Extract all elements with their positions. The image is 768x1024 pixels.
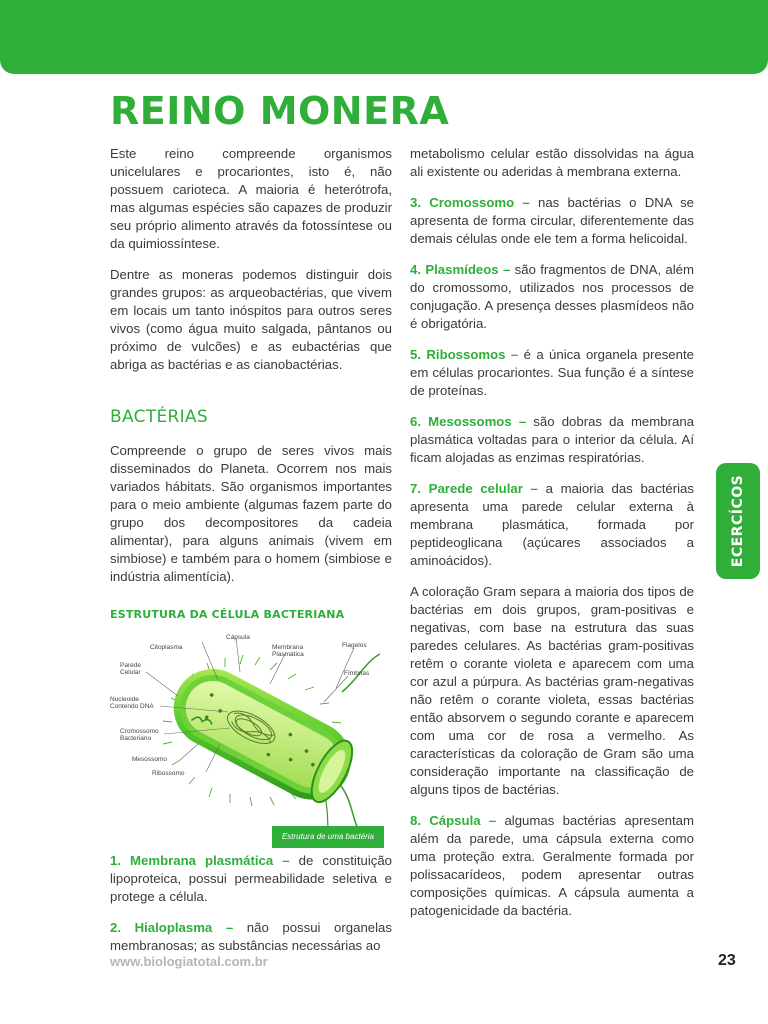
- item-2-continued: metabolismo celular estão dissolvidas na água ali existente ou aderidas à membrana externa.: [410, 146, 694, 179]
- section-heading-estrutura: ESTRUTURA DA CÉLULA BACTERIANA: [110, 608, 345, 621]
- bacteria-diagram: [110, 632, 392, 846]
- page-title: REINO MONERA: [110, 89, 450, 133]
- side-tab-exercicios[interactable]: [716, 463, 760, 579]
- item-4: 4. Plasmídeos – são fragmentos de DNA, além do cromossomo, utilizados nos processos de conjugação. A presença desses plasmídeos não é obrigatória.: [410, 262, 694, 331]
- label-ribossomo: Ribossomo: [152, 770, 185, 777]
- label-membrana: Membrana Plasmática: [272, 644, 304, 658]
- label-mesossomo: Mesossomo: [132, 756, 168, 763]
- label-nucleoide: Nucleoide Contendo DNA: [110, 696, 154, 710]
- intro-paragraph-1: Este reino compreende organismos unicelulares e procariontes, isto é, não possuem carioteca. A maioria é heterótrofa, mas algumas espécies são capazes de produzir seu próprio alimento através da fotossíntese ou da quimiossíntese.: [110, 146, 392, 251]
- gram-paragraph: A coloração Gram separa a maioria dos tipos de bactérias em dois grupos, gram-positivas e negativas, com base na estrutura das suas paredes celulares. As bactérias gram-positivas retêm o corante violeta e aparecem com uma cor azul a púrpura. As bactérias gram-negativas não retêm o corante violeta, essas bactérias então absorvem o segundo corante e aparecem com uma cor de rosa a vermelho. As características da coloração de Gram são uma consideração importante na classificação de alguns tipos de bactérias.: [410, 584, 694, 797]
- item-8: 8. Cápsula – algumas bactérias apresentam além da parede, uma cápsula externa como uma proteção extra. Geralmente formada por polissacarídeos, podem apresentar outras composições químicas. A cápsula aumenta a patogenicidade da bactéria.: [410, 813, 694, 918]
- figure-caption: Estrutura de uma bactéria: [272, 826, 384, 848]
- side-tab-label: ECERCÍCOS: [730, 474, 746, 568]
- label-flagelos: Flagelos: [342, 642, 367, 649]
- item-7: 7. Parede celular – a maioria das bactérias apresenta uma parede celular externa à membrana plasmática, formada por peptideoglicana (açúcares associados a aminoácidos).: [410, 481, 694, 568]
- label-parede: Parede Celular: [120, 662, 141, 676]
- intro-paragraph-2: Dentre as moneras podemos distinguir dois grandes grupos: as arqueobactérias, que vivem em locais um tanto inóspitos para outros seres vivos (como água muito salgada, pântanos ou próximo de vulcões) e as eubactérias que abriga as bactérias e as cianobactérias.: [110, 267, 392, 372]
- left-column: [110, 145, 392, 968]
- item-1: 1. Membrana plasmática – de constituição lipoproteica, possui permeabilidade seletiva e protege a célula.: [110, 853, 393, 904]
- label-cromossomo: Cromossomo Bacteriano: [120, 728, 159, 742]
- bacterias-paragraph: Compreende o grupo de seres vivos mais disseminados do Planeta. Ocorrem nos mais variados hábitats. São organismos importantes para o meio ambiente (algumas fazem parte do grupo dos decompositores da cadeia alimentar), para alguns animais (vivem em simbiose) e também para o homem (simbiose e indústria alimentícia).: [110, 443, 392, 584]
- item-6: 6. Mesossomos – são dobras da membrana plasmática voltadas para o interior da célula. Aí ficam alojadas as enzimas respiratórias.: [410, 414, 694, 465]
- footer-url[interactable]: www.biologiatotal.com.br: [110, 954, 268, 969]
- label-citoplasma: Citoplasma: [150, 644, 183, 651]
- right-column: [410, 145, 694, 933]
- header-bar: [0, 0, 768, 74]
- page-number: 23: [718, 952, 736, 969]
- label-fimbrias: Fímbrias: [344, 670, 370, 677]
- section-heading-bacterias: BACTÉRIAS: [110, 407, 208, 427]
- label-capsula: Cápsula: [226, 634, 250, 641]
- item-2: 2. Hialoplasma – não possui organelas membranosas; as substâncias necessárias ao: [110, 920, 392, 953]
- item-5: 5. Ribossomos – é a única organela presente em células procariontes. Sua função é a síntese de proteínas.: [410, 347, 694, 398]
- item-3: 3. Cromossomo – nas bactérias o DNA se apresenta de forma circular, diferentemente das demais células onde ele tem a forma helicoidal.: [410, 195, 694, 246]
